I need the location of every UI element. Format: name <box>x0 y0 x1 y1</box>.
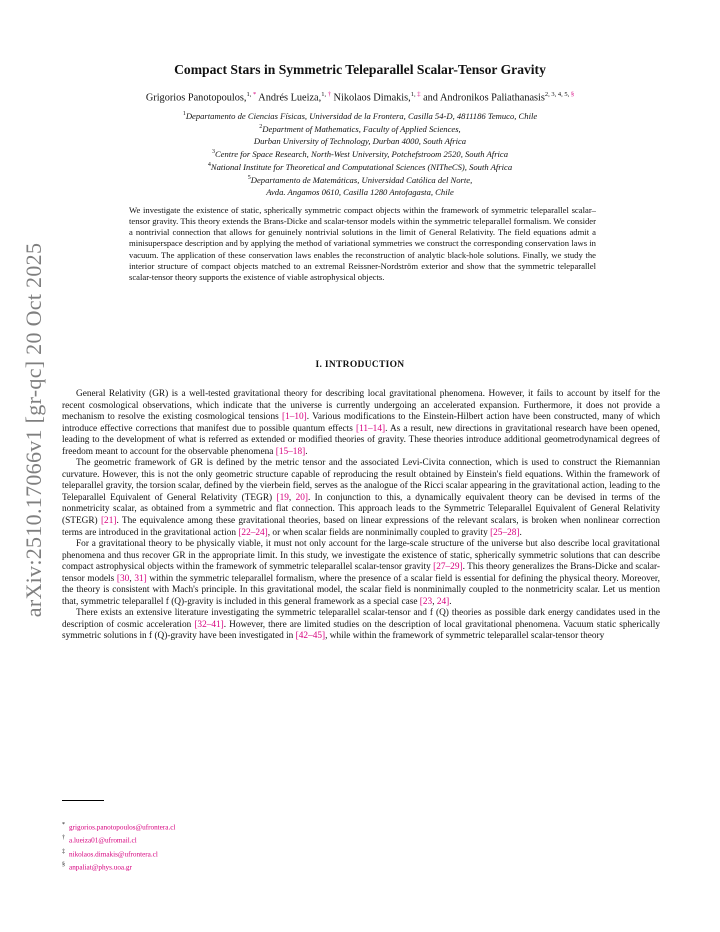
abstract-text: We investigate the existence of static, spherically symmetric compact objects within the framework of symmetric teleparallel scalar–tensor gravity. This theory extends the Brans-Dicke and scalar-tensor models within the symmetric teleparallel formalism. We consider a nontrivial connection that allows for genuinely nontrivial solutions in the limit of General Relativity. The field equations admit a minisuperspace description and by applying the method of variational symmetries we construct the corresponding conservation laws in vacuum. The application of these conservation laws enables the reconstruction of analytic black-hole solutions. Finally, we study the interior structure of compact objects matched to an extremal Reissner-Nordström exterior and show that the symmetric teleparallel scalar-tensor theory supports the existence of viable astrophysical objects. <box>129 205 596 282</box>
affiliation-number: 1 <box>182 111 186 117</box>
citation-link[interactable]: [11–14] <box>355 423 386 434</box>
affiliation-number: 2 <box>259 124 263 131</box>
citation-link[interactable]: [15–18] <box>275 446 306 457</box>
citation-link[interactable]: [22–24] <box>238 527 268 538</box>
footnote-email-link[interactable]: nikolaos.dimakis@ufrontera.cl <box>69 850 158 859</box>
affiliation-text: Centre for Space Research, North-West University, Potchefstroom 2520, South Africa <box>214 148 509 159</box>
author-footnote-link[interactable]: † <box>326 91 331 98</box>
citation-link[interactable]: [25–28] <box>490 527 520 538</box>
affiliation-line <box>0 187 720 198</box>
footnote <box>62 833 175 846</box>
citation-link[interactable]: [1–10] <box>281 412 307 423</box>
affiliation-line <box>0 122 720 135</box>
author-affiliation-mark: 1, ‡ <box>410 91 421 98</box>
author-affiliation-mark: 1, † <box>321 91 331 98</box>
footnote-mark: † <box>62 835 65 842</box>
affiliation-text: Departamento de Matemáticas, Universidad Católica del Norte, <box>250 175 473 186</box>
affiliation-text: Department of Mathematics, Faculty of Applied Sciences, <box>262 124 461 135</box>
citation-link[interactable]: [32–41] <box>194 619 224 630</box>
abstract <box>129 205 596 283</box>
citation-link[interactable]: [27–29] <box>433 562 463 573</box>
affiliation-line <box>0 136 720 147</box>
footnote-mark: ‡ <box>62 848 65 855</box>
author-affiliation-mark: 2, 3, 4, 5, § <box>544 91 575 98</box>
author-name: Andronikos Paliathanasis <box>439 92 545 104</box>
author-separator: and <box>420 92 440 104</box>
footnote-email-link[interactable]: a.lueiza01@ufromail.cl <box>69 836 137 845</box>
footnote-mark: * <box>62 822 65 828</box>
affiliation-number: 5 <box>247 175 251 182</box>
footnote-rule <box>62 800 104 801</box>
arxiv-identifier-stamp <box>14 210 54 650</box>
citation-link[interactable]: 24] <box>436 596 450 607</box>
footnote <box>62 820 175 833</box>
citation-link[interactable]: [23 <box>419 596 433 607</box>
citation-link[interactable]: 20] <box>295 492 308 503</box>
affiliation-number: 4 <box>207 162 211 169</box>
affiliation-text: National Institute for Theoretical and Computational Sciences (NITheCS), South Africa <box>210 162 513 173</box>
author-footnote-link[interactable]: ‡ <box>415 91 421 98</box>
author-name: Nikolaos Dimakis, <box>333 92 411 104</box>
footnote-list <box>62 820 175 874</box>
affiliation-line <box>0 109 720 122</box>
citation-link[interactable]: [19 <box>276 492 289 503</box>
footnote <box>62 847 175 860</box>
paragraph: General Relativity (GR) is a well-tested gravitational theory for describing local gravitational phenomena. However, it fails to account by itself for the recent cosmological observations, which indicate that the universe is currently undergoing an accelerated expansion. Furthermore, it does not provide a mechanism to resolve the existing cosmological tensions [1–10]. Various modifications to the Einstein-Hilbert action have been constructed, many of which introduce effective corrections that manifest due to possible quantum effects [11–14]. As a result, new directions in gravitational research have been opened, leading to the development of what is referred as extended or modified theories of gravity. These theories introduce additional geometrodynamical degrees of freedom meant to account for the observable phenomena [15–18]. <box>62 389 660 457</box>
paragraph: There exists an extensive literature investigating the symmetric teleparallel scalar-tensor and f (Q) theories as possible dark energy candidates used in the description of cosmic acceleration [32–41]. However, there are limited studies on the description of local gravitational phenomena. Vacuum static spherically symmetric solutions in f (Q)-gravity have been investigated in [42–45], while within the framework of symmetric teleparallel scalar-tensor theory <box>62 608 660 642</box>
author-affiliation-mark: 1, * <box>246 91 257 98</box>
author-footnote-link[interactable]: * <box>251 91 257 98</box>
footnote-email-link[interactable]: grigorios.panotopoulos@ufrontera.cl <box>69 823 176 832</box>
footnote-email-link[interactable]: anpaliat@phys.uoa.gr <box>69 863 132 872</box>
paragraph: For a gravitational theory to be physically viable, it must not only account for the large-scale structure of the universe but also describe local gravitational phenomena and thus recover GR in the appropriate limit. In this study, we investigate the existence of static, spherically symmetric solutions that can describe compact astrophysical objects within the framework of symmetric teleparallel scalar-tensor gravity [27–29]. This theory generalizes the Brans-Dicke and scalar-tensor models [30, 31] within the symmetric teleparallel formalism, where the presence of a scalar field is essential for defining the physical theory. Moreover, the theory is consistent with Mach's principle. In this gravitational model, the scalar field is nonminimally coupled to the nonmetricity scalar. Let us mention that, symmetric teleparallel f (Q)-gravity is included in this general framework as a special case [23, 24]. <box>62 539 660 607</box>
arxiv-stamp-text: arXiv:2510.17066v1 [gr-qc] 20 Oct 2025 <box>21 242 46 618</box>
footnote-mark: § <box>62 862 65 869</box>
affiliation-line <box>0 173 720 186</box>
section-heading-introduction: I. INTRODUCTION <box>315 360 405 370</box>
author-footnote-link[interactable]: § <box>569 91 575 98</box>
paper-title: Compact Stars in Symmetric Teleparallel Scalar-Tensor Gravity <box>174 62 546 77</box>
affiliation-number: 3 <box>211 148 215 155</box>
citation-link[interactable]: [21] <box>100 516 117 527</box>
affiliation-line <box>0 147 720 160</box>
affiliation-list <box>0 109 720 198</box>
citation-link[interactable]: [30 <box>116 573 130 584</box>
citation-link[interactable]: [42–45] <box>295 631 326 642</box>
affiliation-text: Durban University of Technology, Durban 4000, South Africa <box>253 135 467 146</box>
citation-link[interactable]: 31] <box>134 573 147 584</box>
author-name: Andrés Lueiza, <box>258 92 322 104</box>
paragraph: The geometric framework of GR is defined by the metric tensor and the associated Levi-Civita connection, which is used to construct the Riemannian curvature. However, this is not the only geometric structure capable of reproducing the result obtained by Einstein's field equations. Within the framework of teleparallel gravity, the torsion scalar, defined by the vierbein field, serves as the analogue of the Ricci scalar appearing in the gravitational action, leading to the Teleparallel Equivalent of General Relativity (TEGR) [19, 20]. In conjunction to this, a dynamically equivalent theory can be devised in terms of the nonmetricity scalar, as obtained from a symmetric and flat connection. This approach leads to the Symmetric Teleparallel Equivalent of General Relativity (STEGR) [21]. The equivalence among these gravitational theories, based on linear expressions of the relevant scalars, is broken when nonlinear correction terms are introduced in the gravitational action [22–24], or when scalar fields are nonminimally coupled to gravity [25–28]. <box>62 458 660 538</box>
affiliation-text: Departamento de Ciencias Físicas, Universidad de la Frontera, Casilla 54-D, 4811186 Temuco, Chile <box>185 110 538 121</box>
affiliation-text: Avda. Angamos 0610, Casilla 1280 Antofagasta, Chile <box>266 186 454 197</box>
author-list <box>0 91 720 103</box>
body-text <box>62 389 660 643</box>
affiliation-line <box>0 160 720 173</box>
footnote <box>62 860 175 873</box>
author-name: Grigorios Panotopoulos, <box>145 92 247 104</box>
